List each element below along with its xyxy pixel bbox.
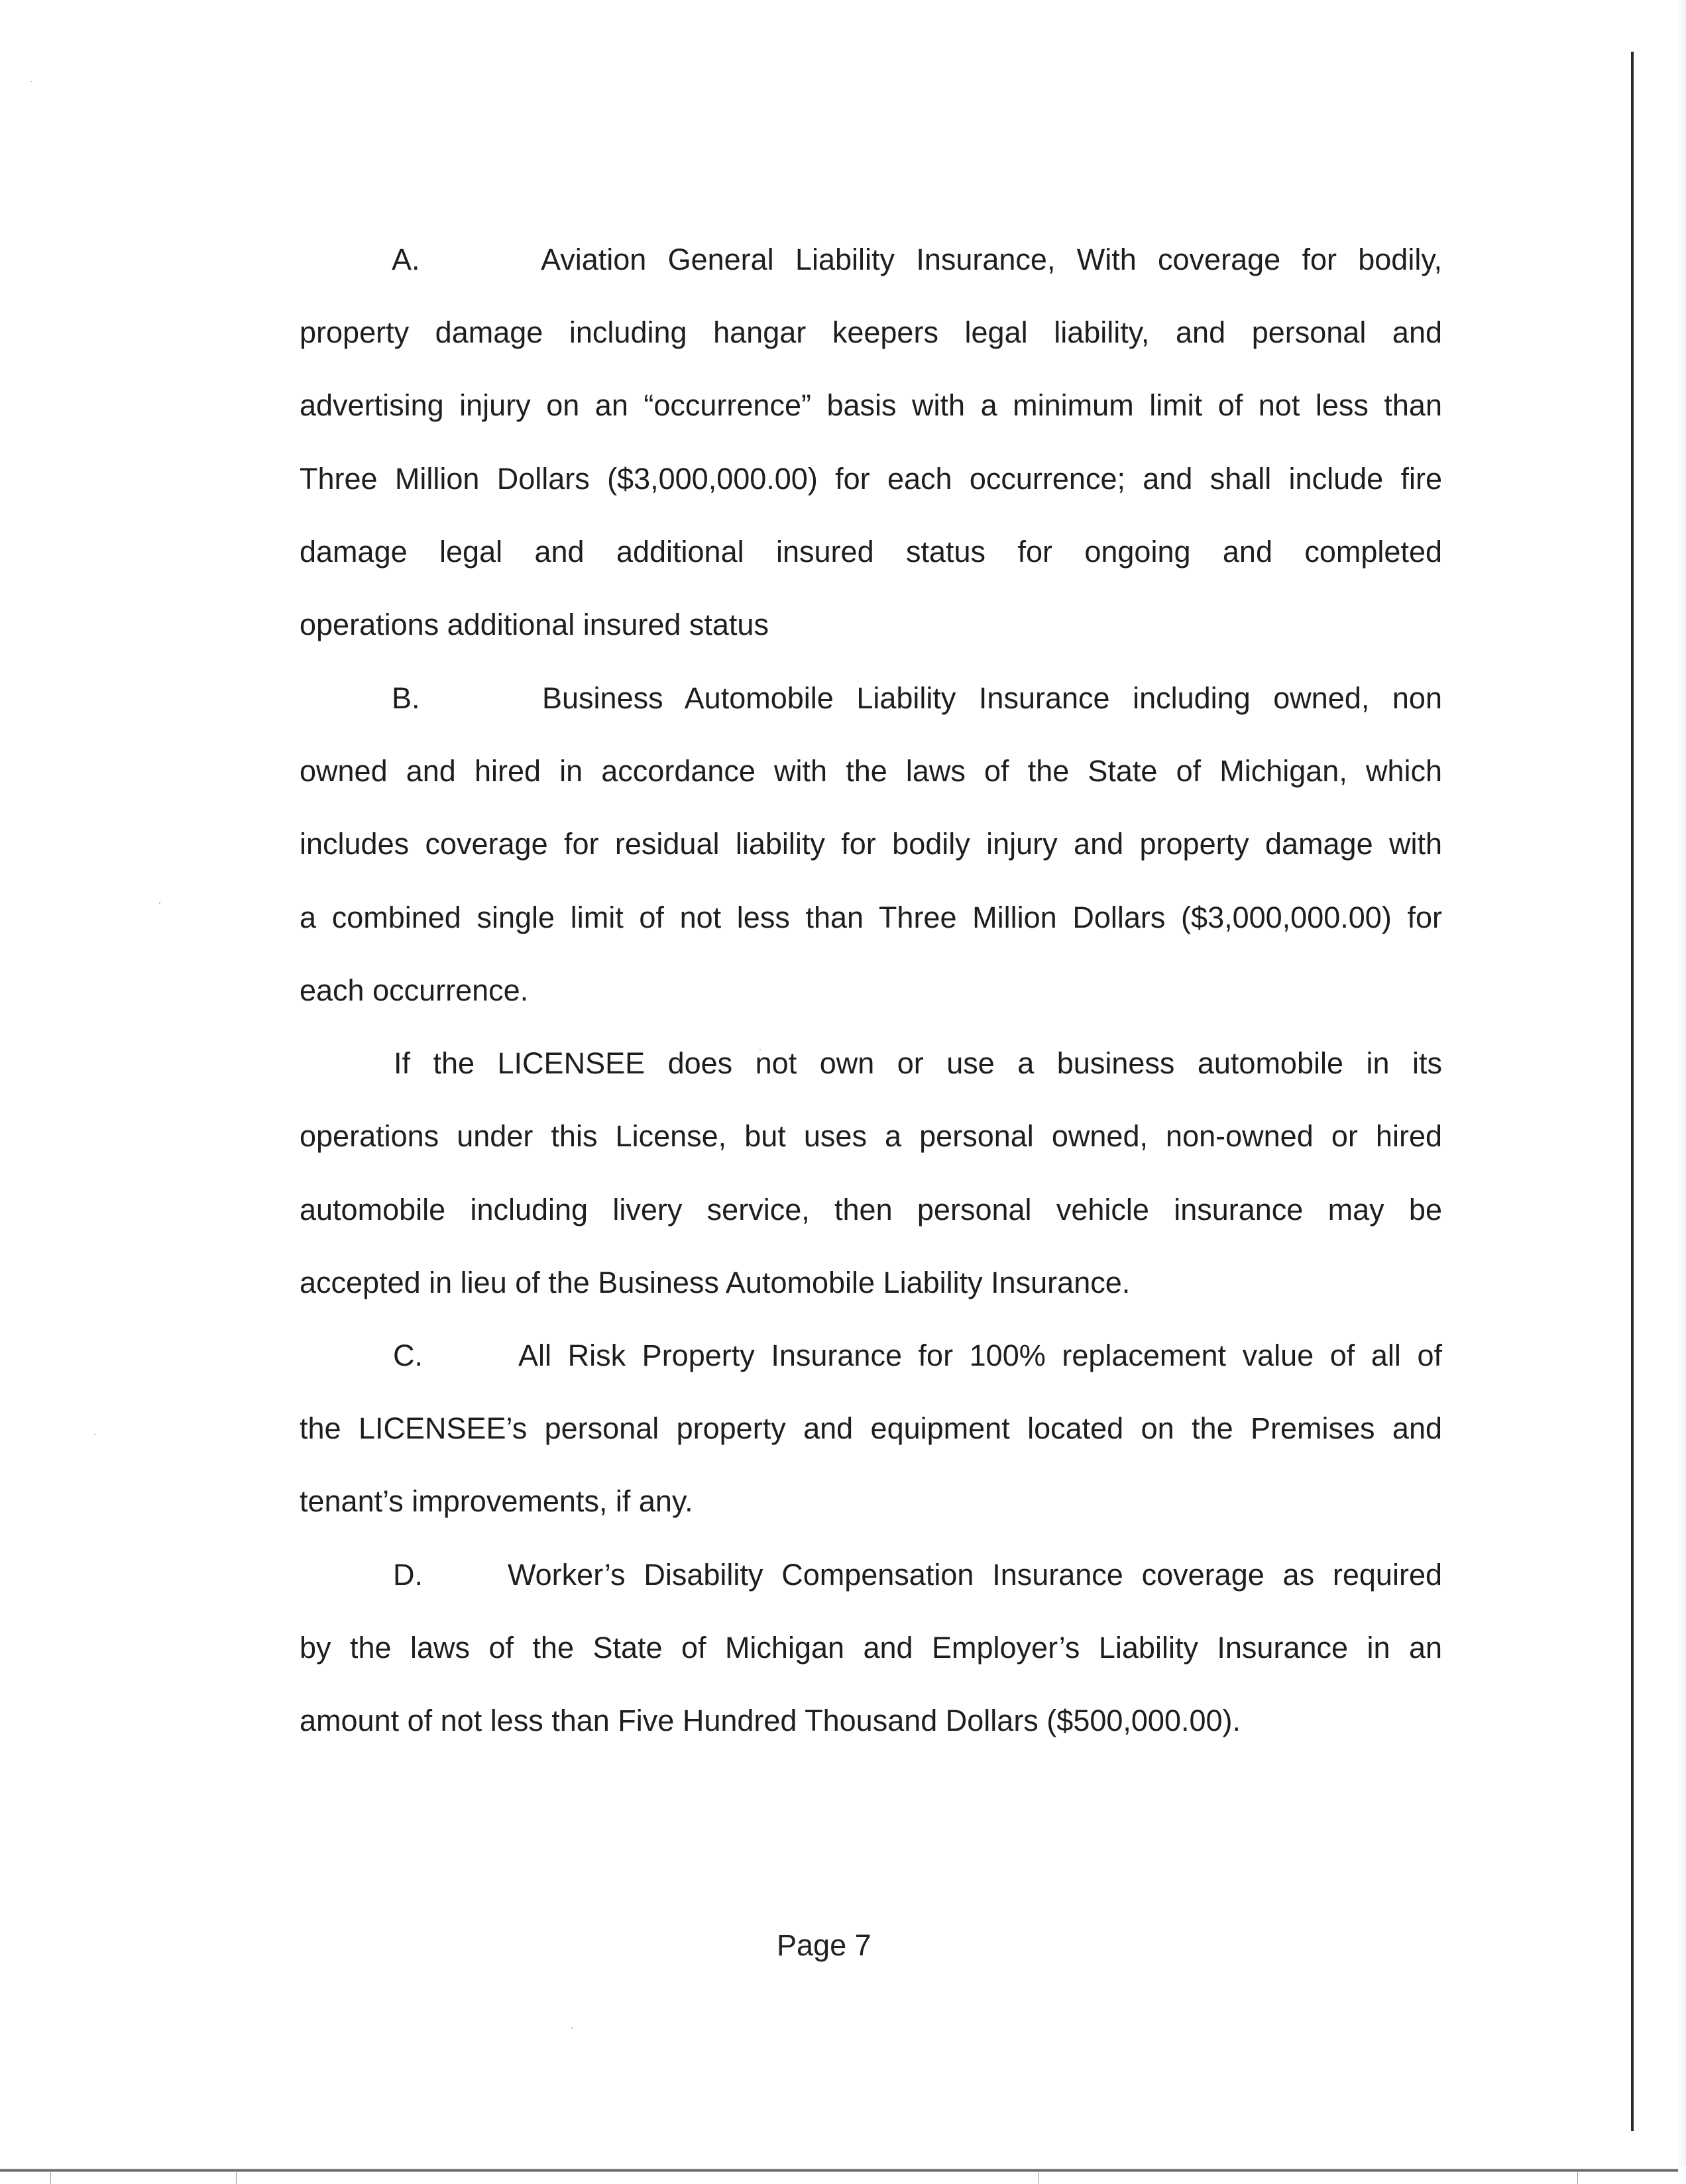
- text-line: amount of not less than Five Hundred Thousand Dollars ($500,000.00).: [300, 1704, 1241, 1737]
- bottom-strip: [0, 2172, 1686, 2184]
- text-line: the LICENSEE’s personal property and equipment located on the Premises and: [300, 1411, 1442, 1445]
- text-line: damage legal and additional insured status for ongoing and completed: [300, 535, 1442, 569]
- section-label: C.: [393, 1338, 423, 1372]
- section-first-line: All Risk Property Insurance for 100% replacement value of all of: [518, 1338, 1442, 1372]
- text-line: property damage including hangar keepers legal liability, and personal and: [300, 315, 1442, 349]
- scan-speck: [571, 2028, 573, 2029]
- right-margin-rule: [1631, 52, 1634, 2131]
- section-first-line: Worker’s Disability Compensation Insurance coverage as required: [508, 1558, 1442, 1592]
- section-label: D.: [393, 1558, 423, 1592]
- text-line: Three Million Dollars ($3,000,000.00) for each occurrence; and shall include fire: [300, 462, 1442, 496]
- text-line: each occurrence.: [300, 973, 529, 1007]
- section-label: B.: [392, 681, 420, 715]
- page-number: Page 7: [777, 1928, 871, 1962]
- scan-tick: [236, 2172, 237, 2184]
- section-first-line: Business Automobile Liability Insurance including owned, non: [542, 681, 1442, 715]
- scan-tick: [1577, 2172, 1578, 2184]
- scan-tick: [50, 2172, 51, 2184]
- text-line: includes coverage for residual liability for bodily injury and property damage with: [300, 827, 1442, 861]
- text-line: automobile including livery service, then personal vehicle insurance may be: [300, 1193, 1442, 1227]
- section-label: A.: [392, 243, 420, 276]
- text-line: a combined single limit of not less than Three Million Dollars ($3,000,000.00) for: [300, 901, 1442, 934]
- text-line: operations additional insured status: [300, 608, 769, 641]
- scan-speck: [30, 81, 32, 82]
- text-line: advertising injury on an “occurrence” basis with a minimum limit of not less than: [300, 388, 1442, 422]
- text-line: tenant’s improvements, if any.: [300, 1484, 693, 1518]
- text-line: by the laws of the State of Michigan and Employer’s Liability Insurance in an: [300, 1631, 1442, 1665]
- scan-speck: [159, 902, 160, 904]
- scan-speck: [94, 1434, 95, 1435]
- paragraph-first-line: If the LICENSEE does not own or use a business automobile in its: [394, 1046, 1442, 1080]
- text-line: accepted in lieu of the Business Automobile Liability Insurance.: [300, 1266, 1131, 1299]
- text-line: operations under this License, but uses a personal owned, non-owned or hired: [300, 1119, 1442, 1153]
- scan-edge-shade: [1677, 0, 1686, 2167]
- section-first-line: Aviation General Liability Insurance, With coverage for bodily,: [541, 243, 1442, 276]
- scan-tick: [1038, 2172, 1039, 2184]
- text-line: owned and hired in accordance with the laws of the State of Michigan, which: [300, 754, 1442, 788]
